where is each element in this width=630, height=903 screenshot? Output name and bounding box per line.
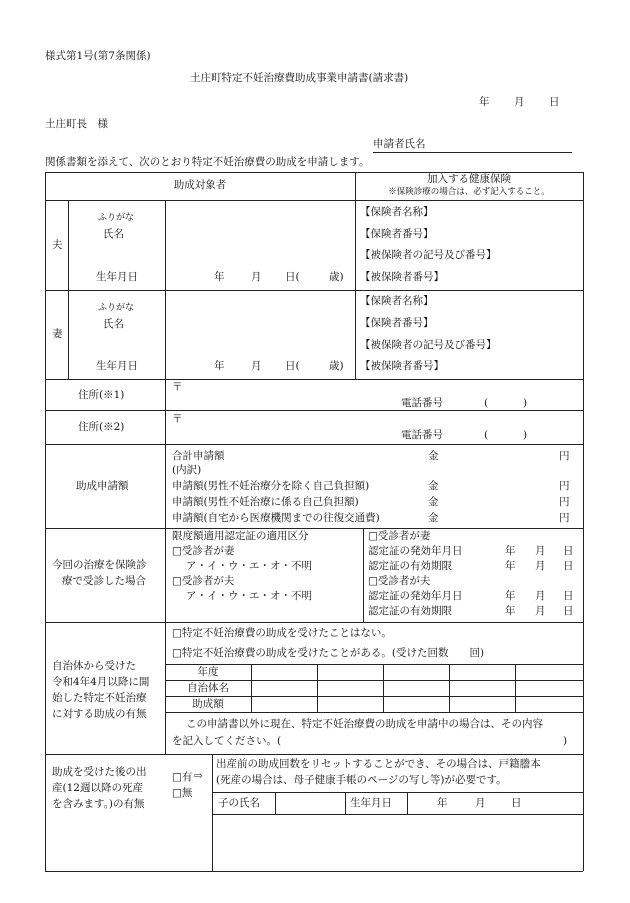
treatment-wife-valid: 認定証の有効期限 [368, 560, 452, 572]
child-birth-day: 日 [511, 797, 522, 809]
husband-age: 歳) [329, 271, 344, 283]
amount-line1: 申請額(男性不妊治療分を除く自己負担額) [172, 480, 370, 492]
prior-label-2: 令和4年4月以降に開 [52, 676, 150, 688]
prior-label-3: 始した特定不妊治療 [52, 692, 147, 704]
birth-no-check[interactable]: □無 [172, 787, 193, 799]
wife-birth-label: 生年月日 [96, 360, 138, 372]
birth-label-3: を含みます。)の有無 [52, 798, 145, 810]
treatment-right-husband-check[interactable]: □受診者が夫 [368, 575, 431, 587]
treatment-category: 限度額適用認定証の適用区分 [172, 530, 309, 542]
ymd-day: 日 [563, 605, 574, 617]
prior-row-year: 年度 [197, 666, 219, 678]
applicant-name-label: 申請者氏名 [373, 138, 426, 150]
address2-phone-label: 電話番号 [401, 429, 443, 441]
husband-insured-no: 【被保険者番号】 [360, 271, 444, 283]
amount-line2: 申請額(男性不妊治療に係る自己負担額) [172, 496, 359, 508]
amount-yen: 円 [559, 512, 570, 524]
ymd-day: 日 [563, 560, 574, 572]
prior-other-1: この申請書以外に現在、特定不妊治療費の助成を申請中の場合は、その内容 [186, 718, 543, 730]
child-birth-month: 月 [475, 797, 486, 809]
addressee: 土庄町長 様 [45, 118, 108, 130]
husband-name-label: 氏名 [103, 228, 124, 240]
amount-kin: 金 [428, 512, 439, 524]
ymd-day: 日 [563, 590, 574, 602]
wife-label: 妻 [52, 328, 63, 340]
treatment-label-1: 今回の治療を保険診 [52, 559, 147, 571]
amount-yen: 円 [559, 496, 570, 508]
treatment-husband-issue: 認定証の発効年月日 [368, 590, 463, 602]
birth-yes-check[interactable]: □有 [172, 771, 193, 783]
wife-symbol: 【被保険者の記号及び番号】 [360, 339, 497, 351]
amount-breakdown: (内訳) [172, 464, 202, 476]
amount-yen: 円 [559, 480, 570, 492]
treatment-wife-issue: 認定証の発効年月日 [368, 545, 463, 557]
amount-total: 合計申請額 [172, 450, 225, 462]
prior-row-amount: 助成額 [192, 698, 224, 710]
wife-age: 歳) [329, 360, 344, 372]
ymd-month: 月 [535, 560, 546, 572]
treatment-wife-check[interactable]: □受診者が妻 [172, 545, 235, 557]
treatment-husband-valid: 認定証の有効期限 [368, 605, 452, 617]
address1-phone-label: 電話番号 [401, 397, 443, 409]
prior-none-check[interactable]: □特定不妊治療費の助成を受けたことはない。 [172, 627, 392, 639]
prior-other-close: ) [563, 735, 568, 747]
ymd-year: 年 [505, 545, 516, 557]
amount-label: 助成申請額 [76, 480, 129, 492]
date-year: 年 [479, 96, 490, 108]
prior-label-4: に対する助成の有無 [52, 708, 147, 720]
date-day: 日 [549, 96, 560, 108]
wife-insurer-no: 【保険者番号】 [360, 317, 434, 329]
prior-label-1: 自治体から受けた [52, 660, 136, 672]
husband-birth-year: 年 [214, 271, 225, 283]
prior-row-municipality: 自治体名 [187, 682, 229, 694]
wife-birth-year: 年 [214, 360, 225, 372]
treatment-label-2: 療で受診した場合 [62, 575, 146, 587]
husband-furigana-label: ふりがな [98, 213, 135, 223]
wife-birth-day: 日( [285, 360, 300, 372]
husband-birth-label: 生年月日 [96, 271, 138, 283]
ymd-day: 日 [563, 545, 574, 557]
wife-birth-month: 月 [251, 360, 262, 372]
prior-other-2: を記入してください。( [172, 735, 282, 747]
date-month: 月 [514, 96, 525, 108]
birth-label-1: 助成を受けた後の出 [52, 766, 147, 778]
arrow-right-icon: ⇨ [194, 770, 203, 782]
ymd-year: 年 [505, 605, 516, 617]
birth-note-2: (死産の場合は、母子健康手帳のページの写し等)が必要です。 [216, 774, 507, 786]
ymd-month: 月 [535, 545, 546, 557]
wife-name-label: 氏名 [103, 318, 124, 330]
address2-postal: 〒 [172, 413, 183, 425]
treatment-husband-check[interactable]: □受診者が夫 [172, 575, 235, 587]
amount-yen: 円 [559, 450, 570, 462]
amount-kin: 金 [428, 496, 439, 508]
address1-paren-open: ( [484, 397, 489, 409]
wife-insured-no: 【被保険者番号】 [360, 360, 444, 372]
address2-paren-close: ) [523, 429, 528, 441]
header-subject: 助成対象者 [173, 179, 227, 191]
intro-text: 関係書類を添えて、次のとおり特定不妊治療費の助成を申請します。 [45, 156, 370, 168]
husband-insurer-no: 【保険者番号】 [360, 228, 434, 240]
husband-birth-month: 月 [251, 271, 262, 283]
address2-label: 住所(※2) [78, 421, 125, 433]
child-birth-label: 生年月日 [350, 797, 392, 809]
applicant-name-line [373, 152, 572, 153]
treatment-husband-options: ア・イ・ウ・エ・オ・不明 [186, 590, 312, 602]
child-name-label: 子の氏名 [218, 797, 260, 809]
ymd-year: 年 [505, 590, 516, 602]
ymd-year: 年 [505, 560, 516, 572]
ymd-month: 月 [535, 605, 546, 617]
husband-birth-day: 日( [285, 271, 300, 283]
prior-received-check[interactable]: □特定不妊治療費の助成を受けたことがある。(受けた回数 回) [172, 647, 485, 659]
husband-symbol: 【被保険者の記号及び番号】 [360, 249, 497, 261]
ymd-month: 月 [535, 590, 546, 602]
amount-line3: 申請額(自宅から医療機関までの往復交通費) [172, 512, 380, 524]
husband-insurer-name: 【保険者名称】 [360, 206, 434, 218]
form-title: 土庄町特定不妊治療費助成事業申請書(請求書) [190, 72, 409, 84]
address2-paren-open: ( [484, 429, 489, 441]
address1-postal: 〒 [172, 381, 183, 393]
header-insurance-note: ※保険診療の場合は、必ず記入すること。 [388, 187, 550, 197]
header-insurance: 加入する健康保険 [427, 173, 511, 185]
birth-note-1: 出産前の助成回数をリセットすることができ、その場合は、戸籍謄本 [216, 758, 541, 770]
treatment-right-wife-check[interactable]: □受診者が妻 [368, 530, 431, 542]
birth-label-2: 産(12週以降の死産 [52, 782, 143, 794]
husband-label: 夫 [52, 239, 63, 251]
wife-furigana-label: ふりがな [98, 303, 135, 313]
treatment-wife-options: ア・イ・ウ・エ・オ・不明 [186, 560, 312, 572]
wife-insurer-name: 【保険者名称】 [360, 295, 434, 307]
child-birth-year: 年 [437, 797, 448, 809]
address1-paren-close: ) [523, 397, 528, 409]
address1-label: 住所(※1) [78, 389, 125, 401]
amount-kin: 金 [428, 450, 439, 462]
form-number: 様式第1号(第7条関係) [45, 50, 151, 62]
amount-kin: 金 [428, 480, 439, 492]
